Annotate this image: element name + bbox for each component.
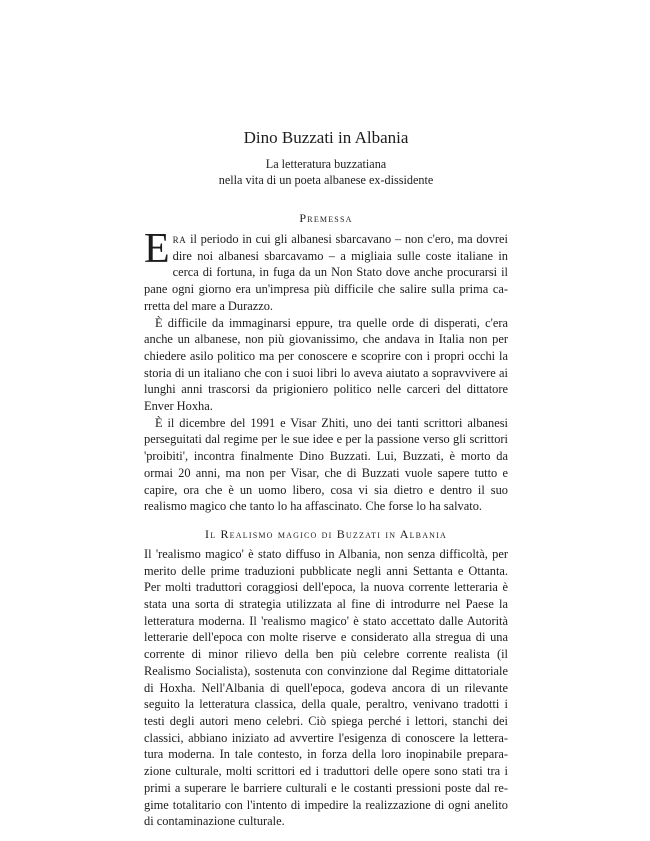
subtitle-line-1: La letteratura buzzatiana [265,157,387,171]
drop-cap: E [144,226,170,272]
first-word-small-caps: ra [172,232,187,246]
paragraph-2: È difficile da immaginarsi eppure, tra quelle orde di disperati, c'era anche un albanese, non più giovanissimo, che andava in Italia non per chiedere asilo politico ma per conoscere e scoprire con i propri occhi la storia di un italiano che con i suoi libri lo aveva aiutato a sopravvivere ai lunghi anni trascorsi da prigioniero politico nelle carceri del dittatore Enver Hoxha. [144,315,508,414]
section-heading-premessa: Premessa [299,211,353,225]
subtitle-line-2: nella vita di un poeta albanese ex-dissidente [218,173,434,187]
document-subtitle [144,156,508,188]
paragraph-1 [144,226,508,315]
document-page [144,128,508,830]
paragraph-1-text: il periodo in cui gli albanesi sbarcavano – non c'ero, ma dovrei dire noi albanesi sbarcavamo – a migliaia sulle coste italiane in cerca di fortuna, in fuga da un Non Stato dove anche procurarsi il pane ogni giorno era un'impresa più difficile che salire sulla prima carretta del mare a Durazzo. [144,232,508,313]
paragraph-3: È il dicembre del 1991 e Visar Zhiti, uno dei tanti scrittori albanesi perseguitati dal regime per le sue idee e per la passione verso gli scrittori 'proibiti', incontra finalmente Dino Buzzati. Lui, Buzzati, è morto da ormai 20 anni, ma non per Visar, che di Buzzati vuole sapere tutto e capire, ora che è un uomo libero, cosa vi sia dietro e dentro il suo realismo magico che tanto lo ha affascinato. Che forse lo ha salvato. [144,415,508,514]
document-title: Dino Buzzati in Albania [243,128,409,147]
paragraph-4: Il 'realismo magico' è stato diffuso in Albania, non senza difficoltà, per merito delle prime traduzioni pubblicate negli anni Settanta e Ottanta. Per molti traduttori coraggiosi dell'epoca, la nuova corrente letteraria è stata una sorta di strategia utilizzata al fine di introdurre nel Paese la letteratura moderna. Il 'realismo magico' è stato accettato dalle Autorità letterarie dell'epoca con molte riserve e considerato alla stregua di una corrente di minor rilievo della ben più celebre corrente realista (il Realismo Socialista), sostenuta con convinzione dal Regime dittatoriale di Hoxha. Nell'Albania di quell'epoca, godeva ancora di un rilevante seguito la letteratura classica, della quale, peraltro, venivano tradotti i testi degli autori meno celebri. Ciò spiega perché i lettori, stanchi dei classici, abbiano iniziato ad avvertire l'esigenza di conoscere la letteratura moderna. In tale contesto, in forza della loro inopinabile preparazione culturale, molti scrittori ed i traduttori delle opere sono stati tra i primi a superare le barriere culturali e le costanti pressioni poste dal regime totalitario con l'intento di impedire la realizzazione di ogni anelito di contaminazione culturale. [144,546,508,829]
section-heading-realismo-magico: Il Realismo magico di Buzzati in Albania [205,526,447,541]
